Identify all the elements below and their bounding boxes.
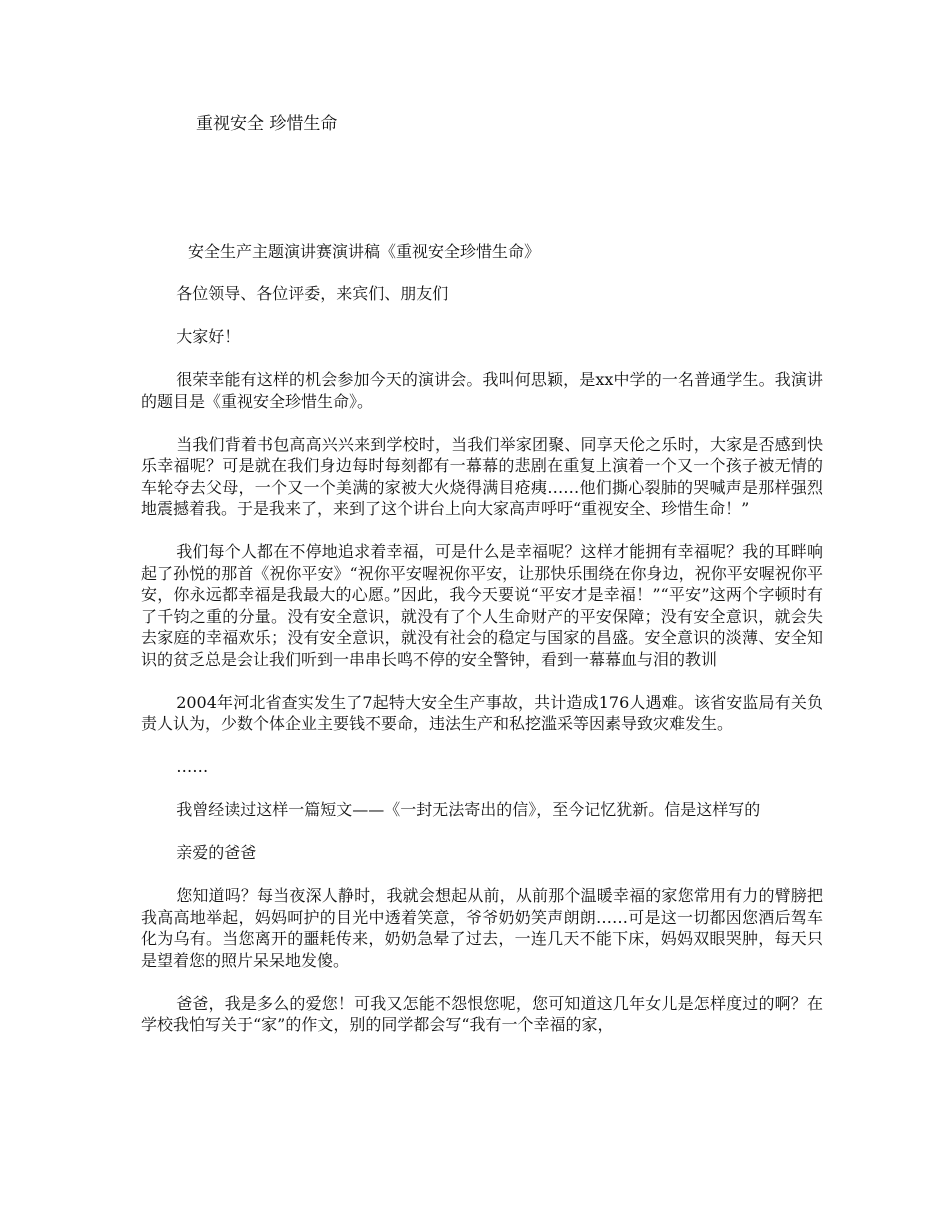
speech-title: 安全生产主题演讲赛演讲稿《重视安全珍惜生命》 xyxy=(188,242,541,261)
body-paragraph: 我曾经读过这样一篇短文——《一封无法寄出的信》，至今记忆犹新。信是这样写的 xyxy=(176,800,761,819)
body-paragraph: 很荣幸能有这样的机会参加今天的演讲会。我叫何思颖，是xx中学的一名普通学生。我演讲的题目是《重视安全珍惜生命》。 xyxy=(141,370,823,411)
letter-salutation: 亲爱的爸爸 xyxy=(176,843,257,862)
document-title: 重视安全 珍惜生命 xyxy=(196,114,338,134)
body-paragraph: 我们每个人都在不停地追求着幸福，可是什么是幸福呢？这样才能拥有幸福呢？我的耳畔响起了孙悦的那首《祝你平安》“祝你平安喔祝你平安，让那快乐围绕在你身边，祝你平安喔祝你平安，你永远都幸福是我最大的心愿。”因此，我今天要说“平安才是幸福！”“平安”这两个字顿时有了千钧之重的分量。没有安全意识，就没有了个人生命财产的平安保障；没有安全意识，就会失去家庭的幸福欢乐；没有安全意识，就没有社会的稳定与国家的昌盛。安全意识的淡薄、安全知识的贫乏总是会让我们听到一串串长鸣不停的安全警钟，看到一幕幕血与泪的教训 xyxy=(141,542,823,669)
greeting: 大家好！ xyxy=(176,327,241,346)
body-paragraph: 2004年河北省查实发生了7起特大安全生产事故，共计造成176人遇难。该省安监局有关负责人认为，少数个体企业主要钱不要命，违法生产和私挖滥采等因素导致灾难发生。 xyxy=(141,692,823,733)
body-paragraph: 当我们背着书包高高兴兴来到学校时，当我们举家团聚、同享天伦之乐时，大家是否感到快乐幸福呢？可是就在我们身边每时每刻都有一幕幕的悲剧在重复上演着一个又一个孩子被无情的车轮夺去父母，一个又一个美满的家被大火烧得满目疮痍……他们撕心裂肺的哭喊声是那样强烈地震撼着我。于是我来了，来到了这个讲台上向大家高声呼吁“重视安全、珍惜生命！” xyxy=(141,434,823,518)
body-paragraph: 您知道吗？每当夜深人静时，我就会想起从前，从前那个温暖幸福的家您常用有力的臂膀把我高高地举起，妈妈呵护的目光中透着笑意，爷爷奶奶笑声朗朗……可是这一切都因您酒后驾车化为乌有。当您离开的噩耗传来，奶奶急晕了过去，一连几天不能下床，妈妈双眼哭肿，每天只是望着您的照片呆呆地发傻。 xyxy=(141,886,823,970)
salutation: 各位领导、各位评委，来宾们、朋友们 xyxy=(176,284,449,303)
ellipsis-paragraph: …… xyxy=(176,757,209,776)
document-body xyxy=(141,283,823,1057)
body-paragraph: 爸爸，我是多么的爱您！可我又怎能不怨恨您呢，您可知道这几年女儿是怎样度过的啊？在学校我怕写关于“家”的作文，别的同学都会写“我有一个幸福的家， xyxy=(141,993,823,1034)
